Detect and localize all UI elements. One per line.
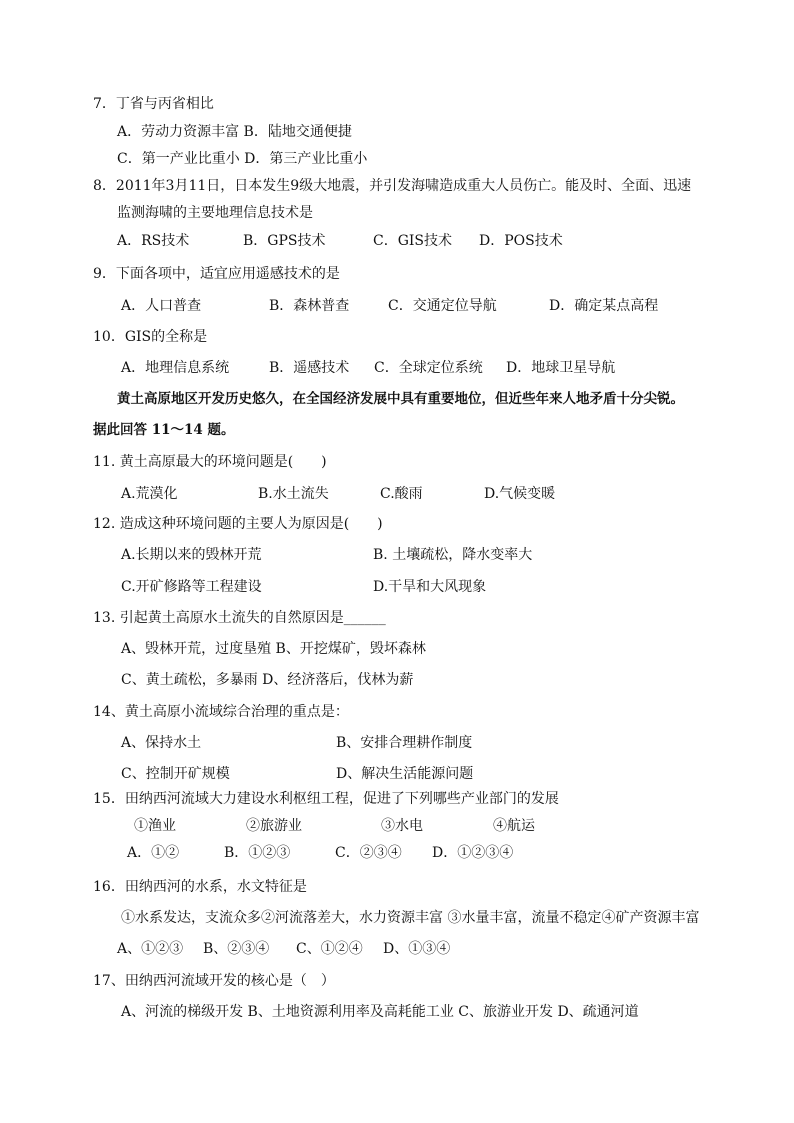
q13-options-ab: A、毁林开荒，过度垦殖 B、开挖煤矿，毁坏森林 [121,641,426,657]
q11-option-d: D.气候变暖 [484,486,556,502]
q9-stem: 9．下面各项中，适宜应用遥感技术的是 [93,266,340,282]
q15-item-2: ②旅游业 [246,818,302,834]
q17-options: A、河流的梯级开发 B、土地资源利用率及高耗能工业 C、旅游业开发 D、疏通河道 [121,1004,639,1020]
q13-options-cd: C、黄土疏松，多暴雨 D、经济落后，伐林为薪 [121,672,414,688]
q13-stem: 13. 引起黄土高原水土流失的自然原因是______ [93,610,386,626]
q10-option-d: D．地球卫星导航 [506,360,616,376]
q15-option-c: C．②③④ [335,845,402,861]
q11-option-b: B.水土流失 [258,486,329,502]
q8-stem-line2: 监测海啸的主要地理信息技术是 [117,205,313,221]
q9-option-c: C．交通定位导航 [388,298,497,314]
q16-option-c: C、①②④ [296,941,363,957]
q16-option-b: B、②③④ [203,941,270,957]
q15-option-b: B．①②③ [224,845,291,861]
q10-option-b: B．遥感技术 [269,360,350,376]
q15-item-4: ④航运 [493,818,535,834]
q7-options-ab: A．劳动力资源丰富 B．陆地交通便捷 [117,124,352,140]
q14-option-d: D、解决生活能源问题 [336,766,474,782]
q9-option-a: A．人口普查 [121,298,202,314]
q10-option-a: A．地理信息系统 [121,360,230,376]
q16-option-d: D、①③④ [383,941,451,957]
passage-line2: 据此回答 11～14 题。 [93,422,235,438]
q9-option-d: D．确定某点高程 [549,298,659,314]
q12-option-c: C.开矿修路等工程建设 [121,579,262,595]
q8-stem-line1: 8．2011年3月11日，日本发生9级大地震，并引发海啸造成重大人员伤亡。能及时、全面、迅速 [93,178,692,194]
q11-option-a: A.荒漠化 [121,486,178,502]
q14-option-a: A、保持水土 [121,735,202,751]
q17-stem: 17、田纳西河流域开发的核心是（ ） [93,973,335,989]
q14-stem: 14、黄土高原小流域综合治理的重点是： [93,704,349,720]
q9-option-b: B．森林普查 [269,298,350,314]
q12-option-a: A.长期以来的毁林开荒 [121,547,262,563]
q15-option-d: D．①②③④ [432,845,514,861]
q12-option-d: D.干旱和大风现象 [373,579,487,595]
q15-item-1: ①渔业 [134,818,176,834]
q10-option-c: C．全球定位系统 [374,360,483,376]
q16-items: ①水系发达，支流众多②河流落差大，水力资源丰富 ③水量丰富，流量不稳定④矿产资源丰富 [121,910,700,926]
q12-stem: 12. 造成这种环境问题的主要人为原因是( ) [93,516,383,532]
q14-option-c: C、控制开矿规模 [121,766,230,782]
q7-options-cd: C．第一产业比重小 D．第三产业比重小 [117,151,368,167]
passage-line1: 黄土高原地区开发历史悠久，在全国经济发展中具有重要地位，但近些年来人地矛盾十分尖锐。 [117,391,684,407]
q7-stem: 7．丁省与丙省相比 [93,96,214,112]
q8-option-d: D．POS技术 [479,233,563,249]
q10-stem: 10．GIS的全称是 [93,329,208,345]
q8-option-a: A．RS技术 [117,233,190,249]
q16-option-a: A、①②③ [117,941,184,957]
q12-option-b: B. 土壤疏松，降水变率大 [373,547,533,563]
q15-option-a: A．①② [127,845,180,861]
q15-item-3: ③水电 [381,818,423,834]
q16-stem: 16．田纳西河的水系，水文特征是 [93,879,307,895]
q8-option-b: B．GPS技术 [243,233,326,249]
q11-stem: 11. 黄土高原最大的环境问题是( ) [93,454,327,470]
q11-option-c: C.酸雨 [380,486,423,502]
q14-option-b: B、安排合理耕作制度 [336,735,473,751]
q15-stem: 15．田纳西河流域大力建设水利枢纽工程，促进了下列哪些产业部门的发展 [93,791,559,807]
q8-option-c: C．GIS技术 [373,233,453,249]
